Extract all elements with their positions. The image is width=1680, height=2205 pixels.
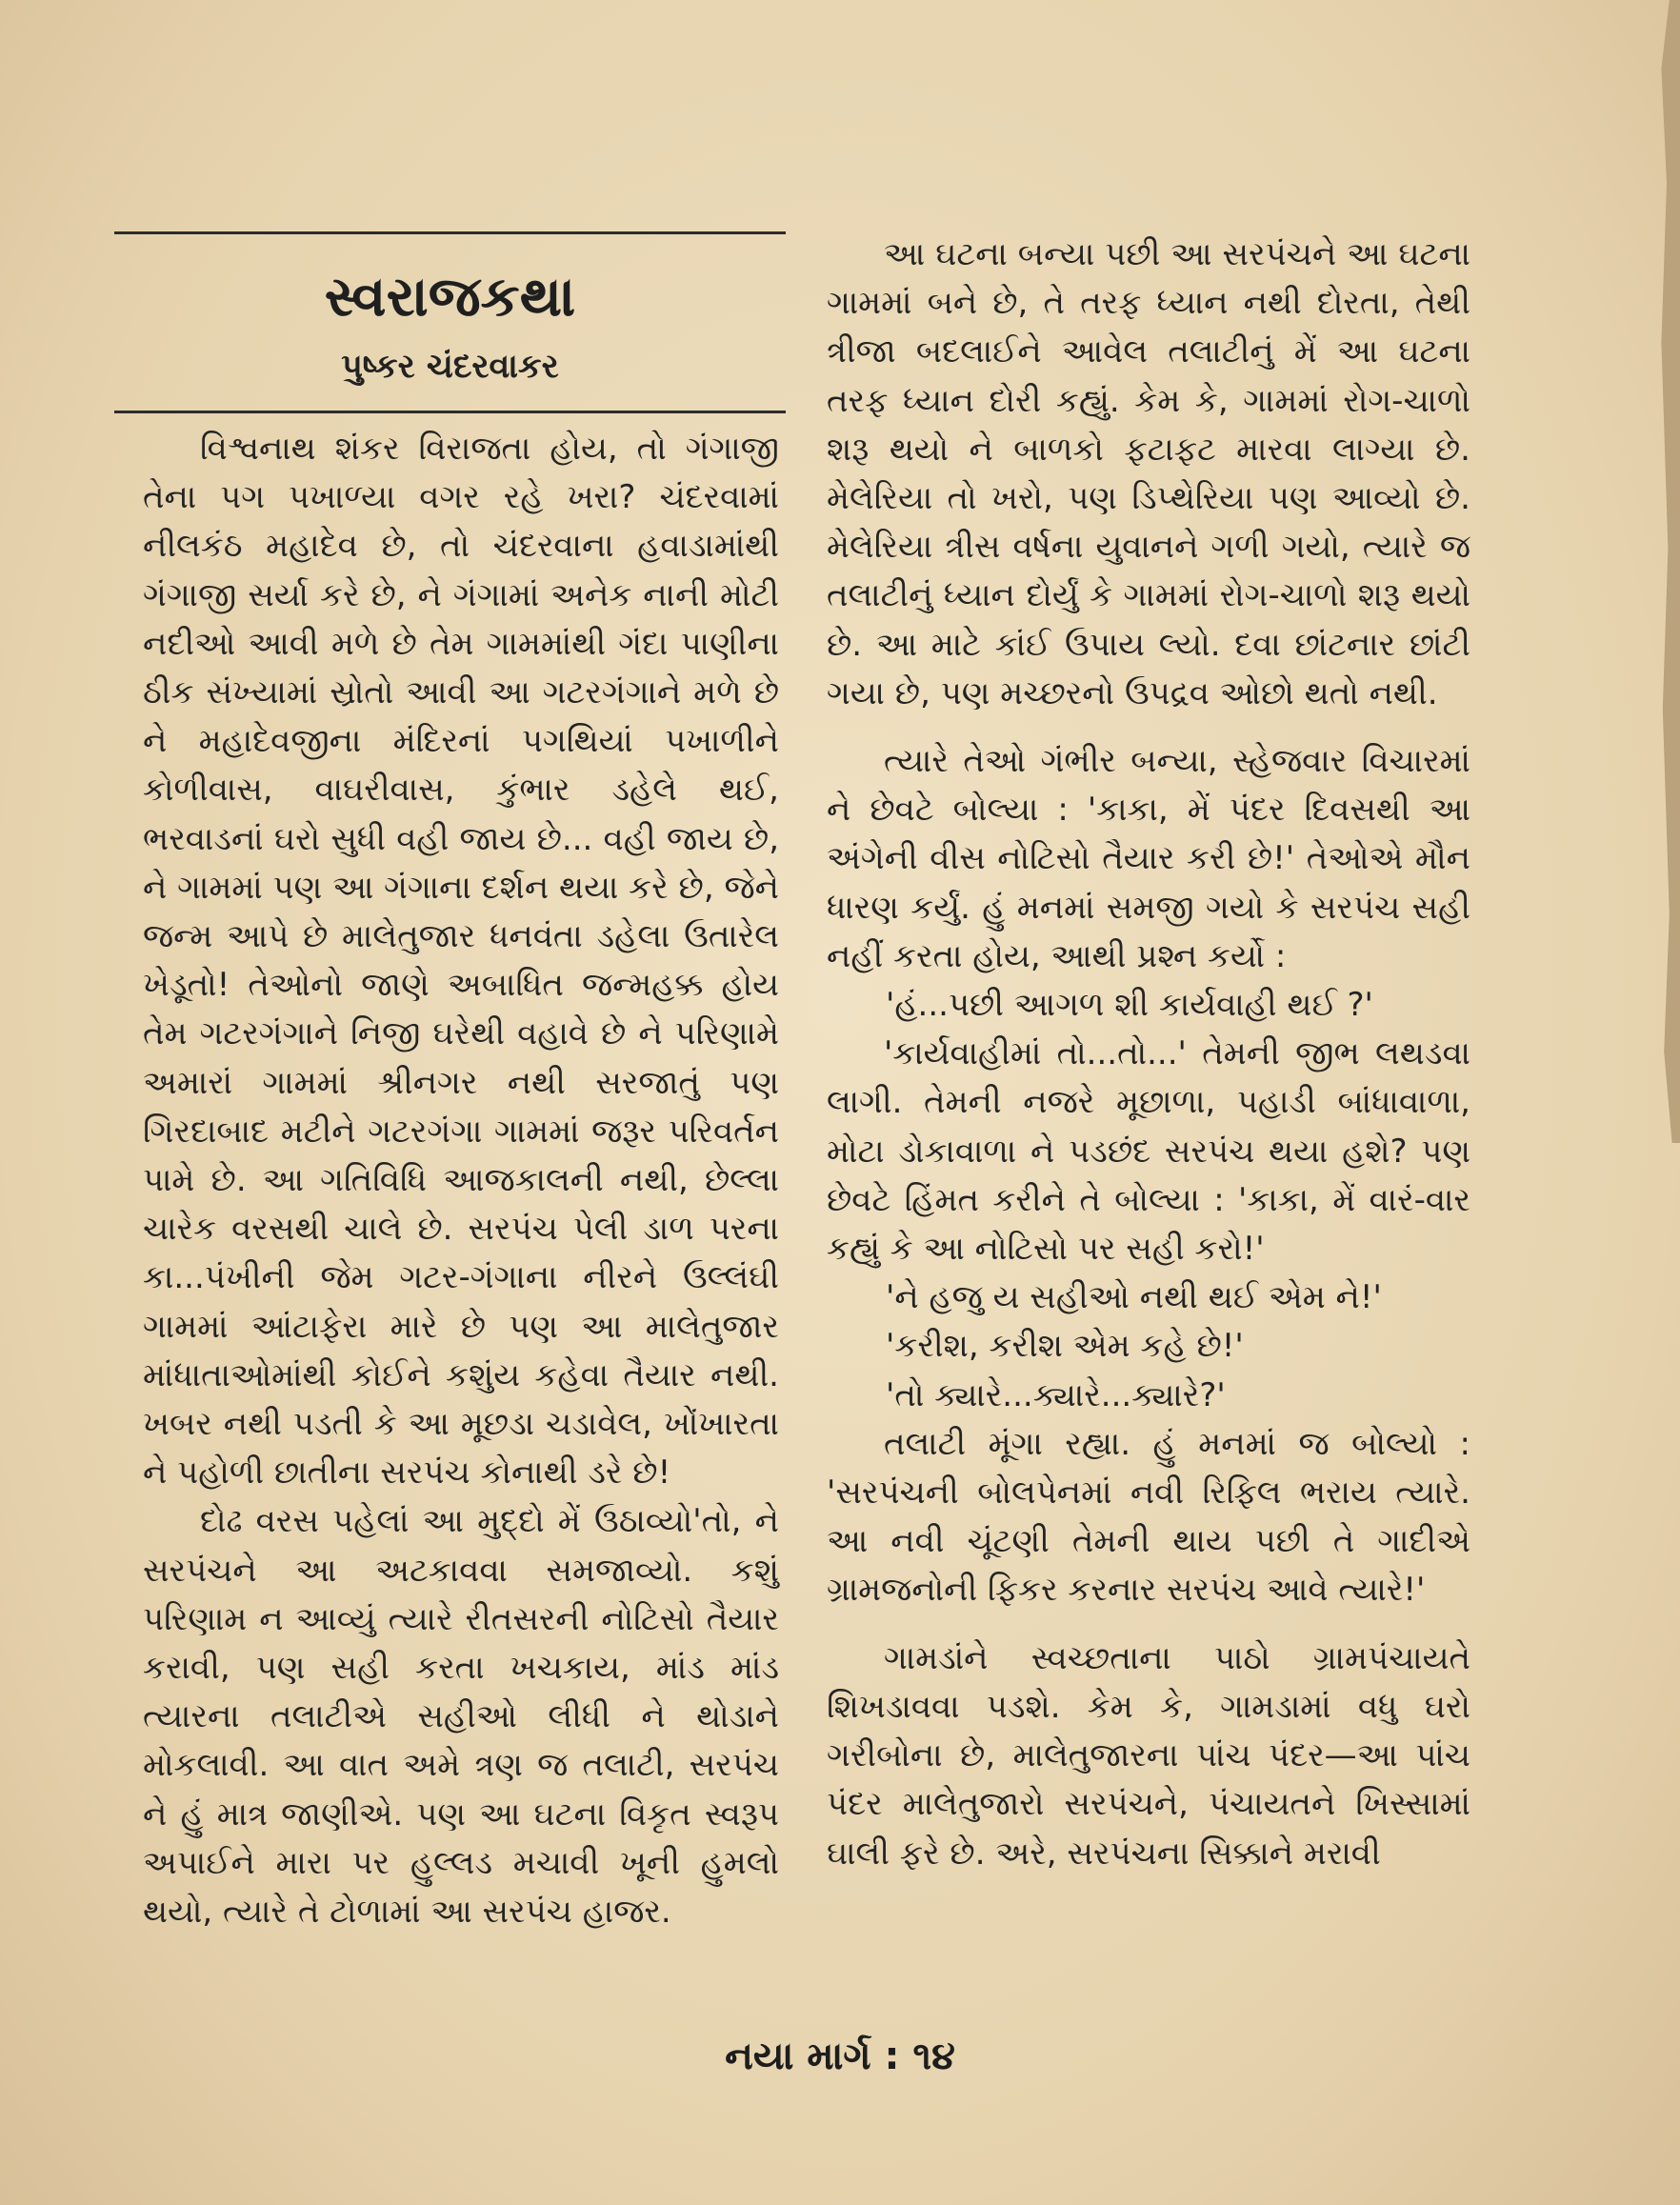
- paragraph: વિશ્વનાથ શંકર વિરાજતા હોય, તો ગંગાજી તેના પગ પખાળ્યા વગર રહે ખરા? ચંદરવામાં નીલકંઠ મહાદેવ છે, તો ચંદરવાના હવાડામાંથી ગંગાજી સર્યા કરે છે, ને ગંગામાં અનેક નાની મોટી નદીઓ આવી મળે છે તેમ ગામમાંથી ગંદા પાણીના ઠીક સંખ્યામાં સ્રોતો આવી આ ગટરગંગાને મળે છે ને મહાદેવજીના મંદિરનાં પગથિયાં પખાળીને કોળીવાસ, વાઘરીવાસ, કુંભાર ડહેલે થઈ, ભરવાડનાં ઘરો સુધી વહી જાય છે... વહી જાય છે, ને ગામમાં પણ આ ગંગાના દર્શન થયા કરે છે, જેને જન્મ આપે છે માલેતુજાર ધનવંતા ડહેલા ઉતારેલ ખેડૂતો! તેઓનો જાણે અબાધિત જન્મહક્ક હોય તેમ ગટરગંગાને નિજી ઘરેથી વહાવે છે ને પરિણામે અમારાં ગામમાં શ્રીનગર નથી સરજાતું પણ ગિરદાબાદ મટીને ગટરગંગા ગામમાં જરૂર પરિવર્તન પામે છે. આ ગતિવિધિ આજકાલની નથી, છેલ્લા ચારેક વરસથી ચાલે છે. સરપંચ પેલી ડાળ પરના કા...પંખીની જેમ ગટર-ગંગાના નીરને ઉલ્લંઘી ગામમાં આંટાફેરા મારે છે પણ આ માલેતુજાર માંધાતાઓમાંથી કોઈને કશુંય કહેવા તૈયાર નથી. ખબર નથી પડતી કે આ મૂછડા ચડાવેલ, ખોંખારતા ને પહોળી છાતીના સરપંચ કોનાથી ડરે છે!: [143, 430, 779, 1493]
- page-footer: નયા માર્ગ : ૧૪: [725, 2035, 955, 2078]
- dialogue-line: 'ને હજુ ય સહીઓ નથી થઈ એમ ને!': [886, 1278, 1382, 1317]
- paragraph: તલાટી મૂંગા રહ્યા. હું મનમાં જ બોલ્યો : 'સરપંચની બોલપેનમાં નવી રિફિલ ભરાય ત્યારે. આ નવી ચૂંટણી તેમની થાય પછી તે ગાદીએ ગ્રામજનોની ફિકર કરનાર સરપંચ આવે ત્યારે!': [827, 1424, 1470, 1610]
- dialogue-line: 'કરીશ, કરીશ એમ કહે છે!': [886, 1327, 1244, 1366]
- article-author: પુષ્કર ચંદરવાકર: [341, 348, 559, 386]
- paragraph: આ ઘટના બન્યા પછી આ સરપંચને આ ઘટના ગામમાં બને છે, તે તરફ ધ્યાન નથી દોરતા, તેથી ત્રીજા બદલાઈને આવેલ તલાટીનું મેં આ ઘટના તરફ ધ્યાન દોરી કહ્યું. કેમ કે, ગામમાં રોગ-ચાળો શરૂ થયો ને બાળકો ફટાફટ મારવા લાગ્યા છે. મેલેરિયા તો ખરો, પણ ડિપ્થેરિયા પણ આવ્યો છે. મેલેરિયા ત્રીસ વર્ષના યુવાનને ગળી ગયો, ત્યારે જ તલાટીનું ધ્યાન દોર્યું કે ગામમાં રોગ-ચાળો શરૂ થયો છે. આ માટે કાંઈ ઉપાય લ્યો. દવા છાંટનાર છાંટી ગયા છે, પણ મચ્છરનો ઉપદ્રવ ઓછો થતો નથી.: [827, 235, 1470, 712]
- title-bottom-rule: [114, 411, 786, 413]
- right-column: [827, 231, 1470, 1878]
- dialogue-line: 'તો ક્યારે...ક્યારે...ક્યારે?': [886, 1375, 1226, 1414]
- article-title: સ્વરાજકથા: [324, 264, 576, 329]
- left-column: [143, 425, 779, 1936]
- paragraph: ગામડાંને સ્વચ્છતાના પાઠો ગ્રામપંચાયતે શિખડાવવા પડશે. કેમ કે, ગામડામાં વધુ ઘરો ગરીબોના છે, માલેતુજારના પાંચ પંદર—આ પાંચ પંદર માલેતુજારો સરપંચને, પંચાયતને ખિસ્સામાં ઘાલી ફરે છે. અરે, સરપંચના સિક્કાને મરાવી: [827, 1638, 1470, 1873]
- title-top-rule: [114, 231, 786, 234]
- paragraph: ત્યારે તેઓ ગંભીર બન્યા, સ્હેજવાર વિચારમાં ને છેવટે બોલ્યા : 'કાકા, મેં પંદર દિવસથી આ અંગેની વીસ નોટિસો તૈયાર કરી છે!' તેઓએ મૌન ધારણ કર્યું. હું મનમાં સમજી ગયો કે સરપંચ સહી નહીં કરતા હોય, આથી પ્રશ્ન કર્યો :: [827, 742, 1470, 975]
- dialogue-line: 'હં...પછી આગળ શી કાર્યવાહી થઈ ?': [886, 986, 1373, 1025]
- paragraph: દોઢ વરસ પહેલાં આ મુદ્દો મેં ઉઠાવ્યો'તો, ને સરપંચને આ અટકાવવા સમજાવ્યો. કશું પરિણામ ન આવ્યું ત્યારે રીતસરની નોટિસો તૈયાર કરાવી, પણ સહી કરતા ખચકાય, માંડ માંડ ત્યારના તલાટીએ સહીઓ લીધી ને થોડાને મોકલાવી. આ વાત અમે ત્રણ જ તલાટી, સરપંચ ને હું માત્ર જાણીએ. પણ આ ઘટના વિકૃત સ્વરૂપ અપાઈને મારા પર હુલ્લડ મચાવી ખૂની હુમલો થયો, ત્યારે તે ટોળામાં આ સરપંચ હાજર.: [143, 1502, 779, 1932]
- paragraph: 'કાર્યવાહીમાં તો...તો...' તેમની જીભ લથડવા લાગી. તેમની નજરે મૂછાળા, પહાડી બાંધાવાળા, મોટા ડોકાવાળા ને પડછંદ સરપંચ થયા હશે? પણ છેવટે હિંમત કરીને તે બોલ્યા : 'કાકા, મેં વારં-વાર કહ્યું કે આ નોટિસો પર સહી કરો!': [827, 1034, 1470, 1269]
